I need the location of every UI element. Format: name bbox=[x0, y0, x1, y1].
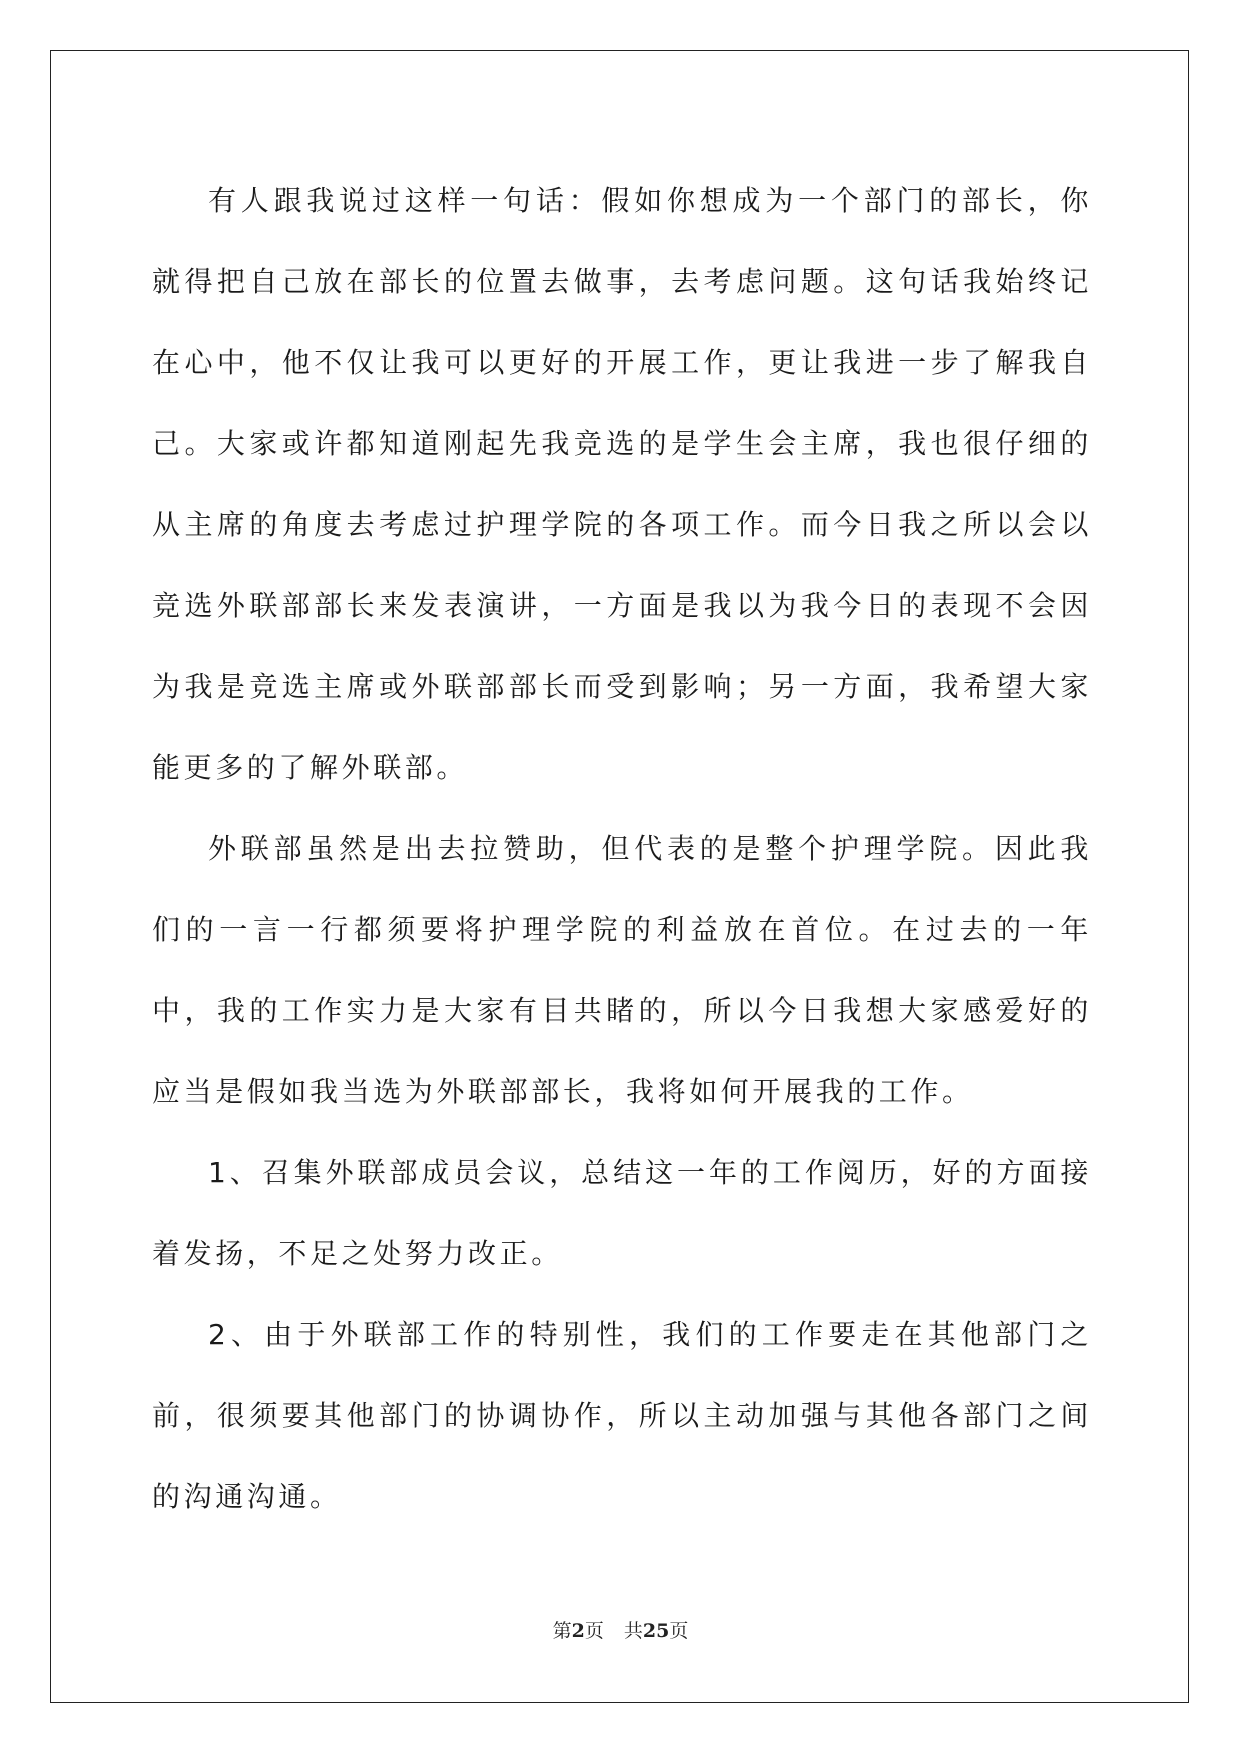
total-suffix: 页 bbox=[669, 1620, 689, 1642]
total-pages-number: 25 bbox=[642, 1620, 670, 1642]
page-suffix: 页 bbox=[584, 1620, 604, 1642]
paragraph-4: 2、由于外联部工作的特别性，我们的工作要走在其他部门之前，很须要其他部门的协调协作，所以主动加强与其他各部门之间的沟通沟通。 bbox=[152, 1318, 1092, 1513]
current-page-number: 2 bbox=[571, 1620, 585, 1642]
paragraph-2: 外联部虽然是出去拉赞助，但代表的是整个护理学院。因此我们的一言一行都须要将护理学院的利益放在首位。在过去的一年中，我的工作实力是大家有目共睹的，所以今日我想大家感爱好的应当是假如我当选为外联部部长，我将如何开展我的工作。 bbox=[152, 832, 1092, 1108]
paragraph-3: 1、召集外联部成员会议，总结这一年的工作阅历，好的方面接着发扬，不足之处努力改正。 bbox=[152, 1156, 1092, 1270]
page-footer bbox=[0, 1616, 1241, 1643]
paragraph-1: 有人跟我说过这样一句话：假如你想成为一个部门的部长，你就得把自己放在部长的位置去做事，去考虑问题。这句话我始终记在心中，他不仅让我可以更好的开展工作，更让我进一步了解我自己。大家或许都知道刚起先我竞选的是学生会主席，我也很仔细的从主席的角度去考虑过护理学院的各项工作。而今日我之所以会以竞选外联部部长来发表演讲，一方面是我以为我今日的表现不会因为我是竞选主席或外联部部长而受到影响；另一方面，我希望大家能更多的了解外联部。 bbox=[152, 184, 1092, 784]
total-prefix: 共 bbox=[623, 1620, 643, 1642]
page-prefix: 第 bbox=[552, 1620, 572, 1642]
document-body bbox=[152, 160, 1092, 1537]
